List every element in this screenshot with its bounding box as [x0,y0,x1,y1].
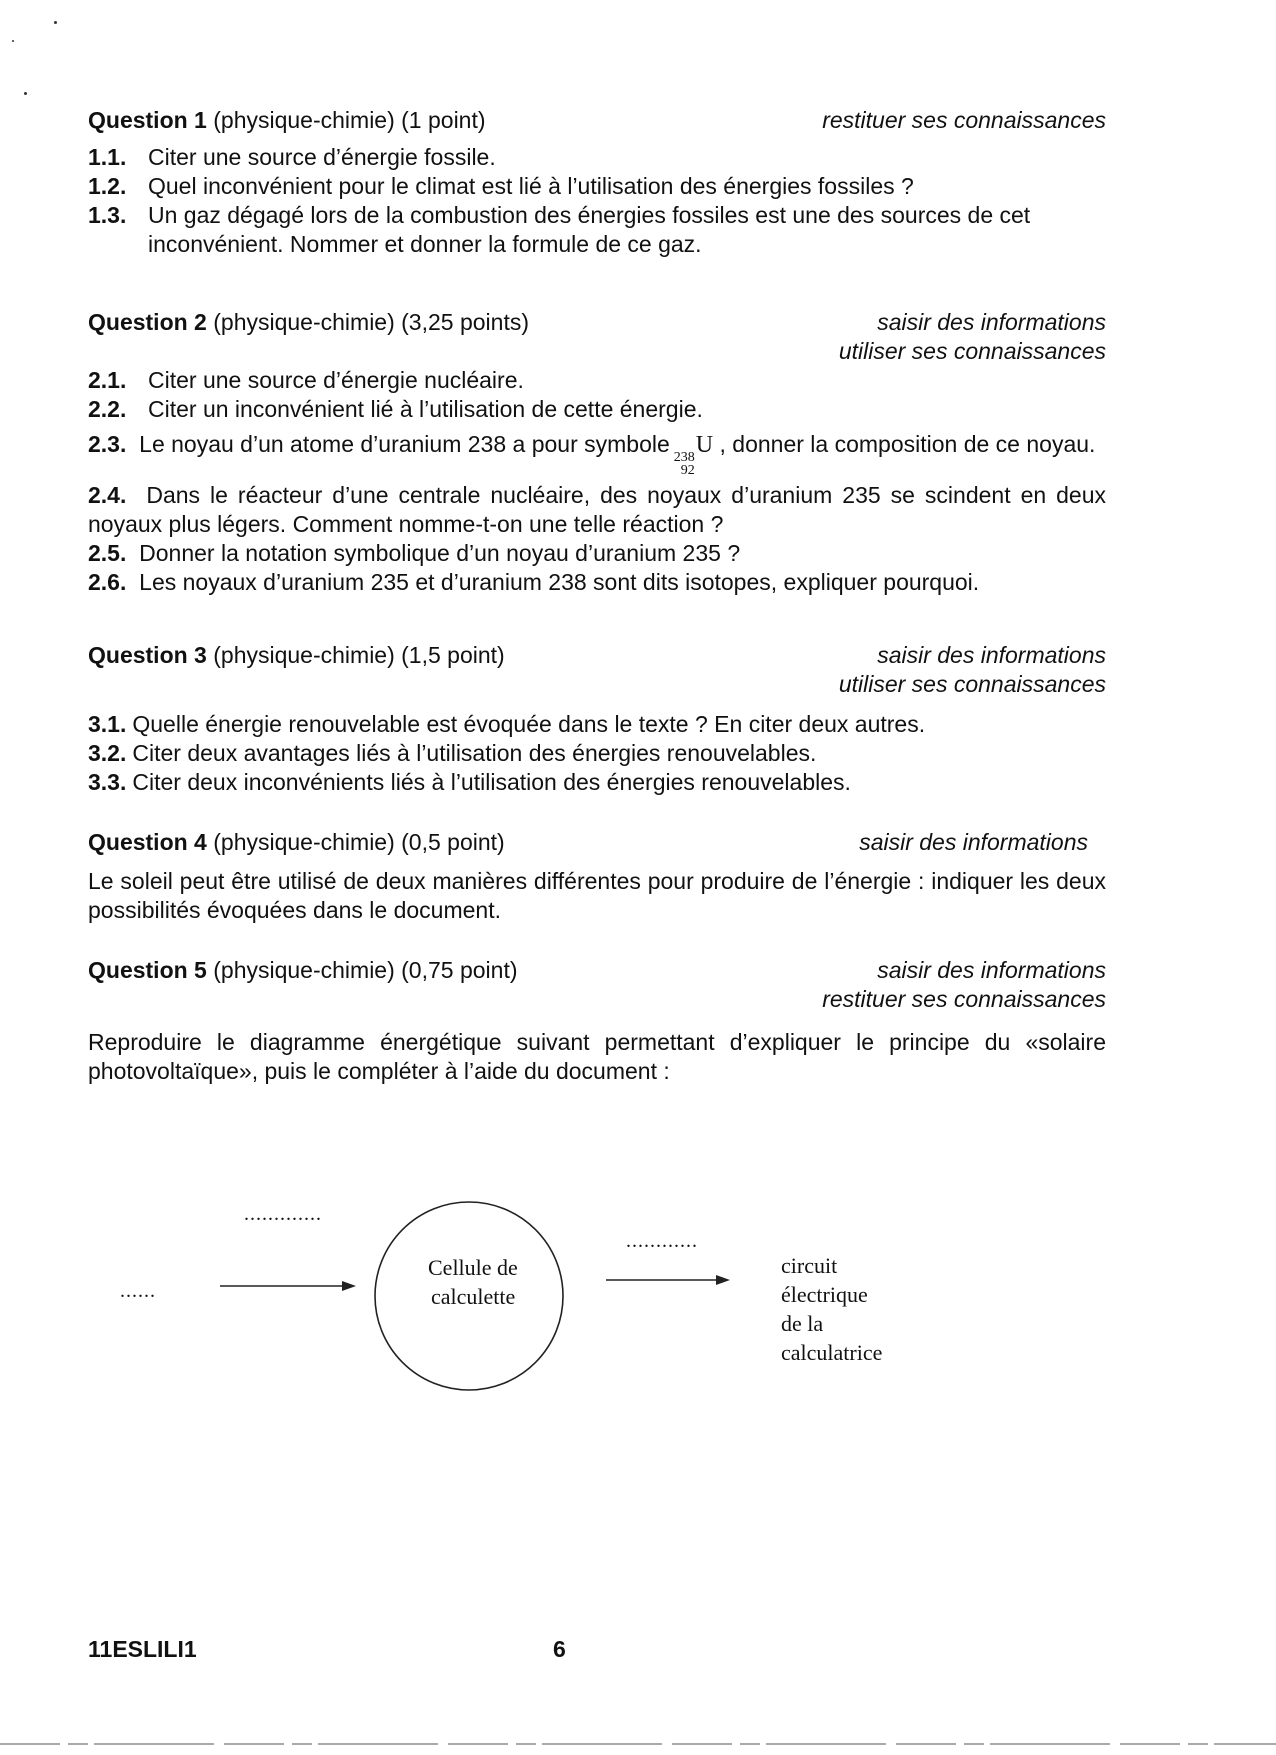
question-1-title: Question 1 [88,107,207,133]
question-2-competence-1: saisir des informations [877,309,1106,335]
item-2-5: 2.5. Donner la notation symbolique d’un noyau d’uranium 235 ? [88,540,741,566]
exam-code: 11ESLILI1 [88,1636,197,1662]
receiver-label-line-1: circuit [781,1253,838,1278]
receiver-label-line-4: calculatrice [781,1340,883,1365]
input-arrow-head [342,1281,356,1291]
item-2-2: 2.2. Citer un inconvénient lié à l’utilisation de cette énergie. [88,396,703,422]
scan-speck [54,21,57,24]
question-2-meta: (physique-chimie) (3,25 points) [206,309,529,335]
converter-label-line-1: Cellule de [428,1255,518,1280]
question-1-meta: (physique-chimie) (1 point) [206,107,486,133]
item-1-3: 1.3. Un gaz dégagé lors de la combustion des énergies fossiles est une des sources de cet inconvénient. Nommer et donner la formule de ce gaz. [88,202,1031,257]
question-2-competence-2: utiliser ses connaissances [838,338,1106,364]
item-2-4: 2.4. Dans le réacteur d’une centrale nucléaire, des noyaux d’uranium 235 se scindent en deux noyaux plus légers. Comment nomme-t-on une telle réaction ? [88,482,1107,537]
question-4-title: Question 4 [88,829,207,855]
output-arrow-head [716,1275,730,1285]
input-energy-blank: ............. [244,1203,322,1225]
question-5-competence-1: saisir des informations [877,957,1106,983]
scan-speck [24,92,27,95]
question-4-text: Le soleil peut être utilisé de deux manières différentes pour produire de l’énergie : indiquer les deux possibilités évoquées dans le document. [88,868,1106,923]
question-3-competence-2: utiliser ses connaissances [838,671,1106,697]
question-3-meta: (physique-chimie) (1,5 point) [206,642,505,668]
question-5-competence-2: restituer ses connaissances [822,986,1106,1012]
question-3-title: Question 3 [88,642,207,668]
converter-label-line-2: calculette [431,1284,516,1309]
isotope-notation: 238 92 [673,450,695,478]
question-4-meta: (physique-chimie) (0,5 point) [206,829,505,855]
output-energy-blank: ............ [626,1230,698,1252]
receiver-label-line-3: de la [781,1311,824,1336]
page-number: 6 [553,1636,566,1662]
source-blank: ...... [120,1280,156,1302]
question-4-competence: saisir des informations [859,829,1088,855]
question-5-text: Reproduire le diagramme énergétique suivant permettant d’expliquer le principe du «solaire photovoltaïque», puis le compléter à l’aide du document : [88,1029,1106,1084]
question-3-competence-1: saisir des informations [877,642,1106,668]
item-3-3: 3.3. Citer deux inconvénients liés à l’utilisation des énergies renouvelables. [88,769,851,795]
question-2-title: Question 2 [88,309,207,335]
item-2-6: 2.6. Les noyaux d’uranium 235 et d’uranium 238 sont dits isotopes, expliquer pourquoi. [88,569,980,595]
question-1-competence: restituer ses connaissances [822,107,1106,133]
scan-speck [12,40,14,42]
receiver-label-line-2: électrique [781,1282,868,1307]
question-5-meta: (physique-chimie) (0,75 point) [206,957,518,983]
item-2-3: 2.3. Le noyau d’un atome d’uranium 238 a pour symbole 238 92 U , donner la composition de ce noyau. [88,431,1096,478]
item-3-1: 3.1. Quelle énergie renouvelable est évoquée dans le texte ? En citer deux autres. [88,711,926,737]
item-1-1: 1.1. Citer une source d’énergie fossile. [88,144,496,170]
item-1-2: 1.2. Quel inconvénient pour le climat est lié à l’utilisation des énergies fossiles ? [88,173,914,199]
item-3-2: 3.2. Citer deux avantages liés à l’utilisation des énergies renouvelables. [88,740,817,766]
item-2-1: 2.1. Citer une source d’énergie nucléaire. [88,367,524,393]
question-5-title: Question 5 [88,957,207,983]
